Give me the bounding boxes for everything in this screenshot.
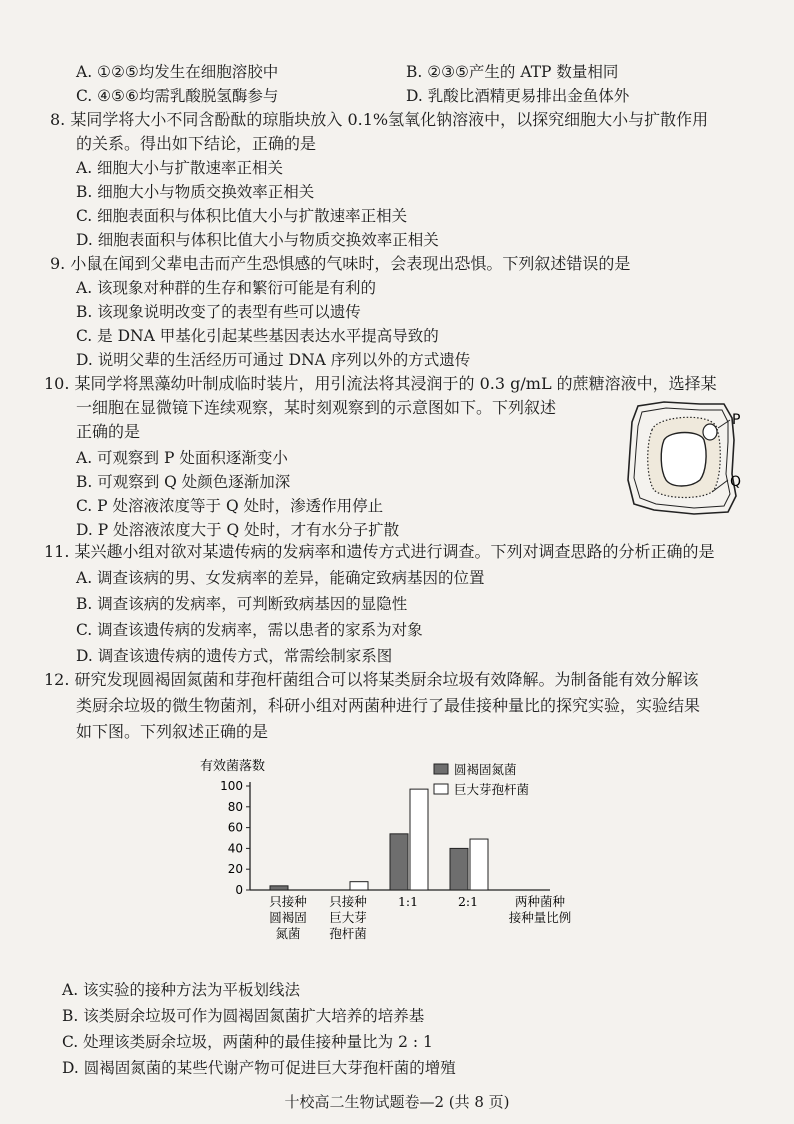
nucleus xyxy=(703,424,717,440)
chart-x-tick-label: 巨大芽 xyxy=(329,910,367,925)
q9-option-c: C. 是 DNA 甲基化引起某些基因表达水平提高导致的 xyxy=(76,327,439,345)
label-q: Q xyxy=(730,474,742,490)
q9-stem: 9. 小鼠在闻到父辈电击而产生恐惧感的气味时，会表现出恐惧。下列叙述错误的是 xyxy=(50,254,631,273)
chart-x-tick-label: 氮菌 xyxy=(275,926,301,941)
q9-option-b: B. 该现象说明改变了的表型有些可以遗传 xyxy=(76,303,361,321)
chart-y-tick-label: 60 xyxy=(227,820,243,835)
q9-option-a: A. 该现象对种群的生存和繁衍可能是有利的 xyxy=(76,279,377,297)
q12-option-a: A. 该实验的接种方法为平板划线法 xyxy=(62,981,301,999)
chart-x-axis-title: 两种菌种 xyxy=(514,894,566,909)
chart-x-tick-label: 圆褐固 xyxy=(269,910,307,925)
chart-bar xyxy=(470,839,488,890)
plasmolysis-cell-diagram xyxy=(624,400,744,518)
chart-legend-swatch xyxy=(434,784,448,794)
chart-bar xyxy=(270,886,288,890)
chart-bar xyxy=(410,789,428,890)
label-p: P xyxy=(732,412,741,428)
q10-stem-line2: 一细胞在显微镜下连续观察，某时刻观察到的示意图如下。下列叙述 xyxy=(76,398,557,417)
q11-option-b: B. 调查该病的发病率，可判断致病基因的显隐性 xyxy=(76,595,408,613)
chart-x-tick-label: 只接种 xyxy=(329,894,367,909)
q10-stem-line3: 正确的是 xyxy=(76,422,141,441)
q8-stem-line1: 8. 某同学将大小不同含酚酞的琼脂块放入 0.1%氢氧化钠溶液中，以探究细胞大小与扩散作用 xyxy=(50,110,709,129)
q11-option-c: C. 调查该遗传病的发病率，需以患者的家系为对象 xyxy=(76,621,423,639)
q12-option-c: C. 处理该类厨余垃圾，两菌种的最佳接种量比为 2 : 1 xyxy=(62,1033,433,1051)
chart-bar xyxy=(390,834,408,890)
q12-option-d: D. 圆褐固氮菌的某些代谢产物可促进巨大芽孢杆菌的增殖 xyxy=(62,1059,456,1077)
q11-option-a: A. 调查该病的男、女发病率的差异，能确定致病基因的位置 xyxy=(76,569,485,587)
chart-y-tick-label: 80 xyxy=(227,799,243,814)
q10-option-d: D. P 处溶液浓度大于 Q 处时，才有水分子扩散 xyxy=(76,521,400,539)
chart-x-tick-label: 1:1 xyxy=(397,894,419,909)
q8-option-d: D. 细胞表面积与体积比值大小与物质交换效率正相关 xyxy=(76,231,439,249)
q11-stem: 11. 某兴趣小组对欲对某遗传病的发病率和遗传方式进行调查。下列对调查思路的分析正确的是 xyxy=(44,542,715,561)
q12-stem-line3: 如下图。下列叙述正确的是 xyxy=(76,722,269,741)
q7-option-c: C. ④⑤⑥均需乳酸脱氢酶参与 xyxy=(76,87,279,105)
chart-x-tick-label: 只接种 xyxy=(269,894,307,909)
q7-option-d: D. 乳酸比酒精更易排出金鱼体外 xyxy=(406,87,630,105)
chart-svg xyxy=(200,752,600,952)
chart-y-tick-label: 20 xyxy=(227,862,243,877)
chart-x-tick-label: 2:1 xyxy=(457,894,479,909)
vacuole xyxy=(661,433,706,487)
chart-x-axis-title: 接种量比例 xyxy=(508,910,572,925)
chart-legend-swatch xyxy=(434,764,448,774)
q9-option-d: D. 说明父辈的生活经历可通过 DNA 序列以外的方式遗传 xyxy=(76,351,471,369)
q7-option-a: A. ①②⑤均发生在细胞溶胶中 xyxy=(76,63,279,81)
page-footer: 十校高二生物试题卷—2 (共 8 页) xyxy=(284,1093,510,1111)
chart-y-tick-label: 40 xyxy=(227,841,243,856)
q8-option-b: B. 细胞大小与物质交换效率正相关 xyxy=(76,183,315,201)
chart-x-tick-label: 孢杆菌 xyxy=(329,926,367,941)
chart-ylabel: 有效菌落数 xyxy=(200,759,266,774)
q12-option-b: B. 该类厨余垃圾可作为圆褐固氮菌扩大培养的培养基 xyxy=(62,1007,425,1025)
chart-y-tick-label: 0 xyxy=(235,883,243,897)
chart-y-tick-label: 100 xyxy=(220,779,243,793)
q12-stem-line2: 类厨余垃圾的微生物菌剂，科研小组对两菌种进行了最佳接种量比的探究实验，实验结果 xyxy=(76,696,701,715)
q10-option-a: A. 可观察到 P 处面积逐渐变小 xyxy=(76,449,288,467)
q10-option-b: B. 可观察到 Q 处颜色逐渐加深 xyxy=(76,473,291,491)
chart-bar xyxy=(350,882,368,890)
q12-bar-chart xyxy=(200,752,600,952)
q12-stem-line1: 12. 研究发现圆褐固氮菌和芽孢杆菌组合可以将某类厨余垃圾有效降解。为制备能有效分解该 xyxy=(44,670,699,689)
q8-option-c: C. 细胞表面积与体积比值大小与扩散速率正相关 xyxy=(76,207,408,225)
q8-stem-line2: 的关系。得出如下结论，正确的是 xyxy=(76,134,317,153)
chart-legend-label: 圆褐固氮菌 xyxy=(454,762,517,777)
chart-legend-label: 巨大芽孢杆菌 xyxy=(454,782,530,797)
q11-option-d: D. 调查该遗传病的遗传方式，常需绘制家系图 xyxy=(76,647,393,665)
q7-option-b: B. ②③⑤产生的 ATP 数量相同 xyxy=(406,63,619,81)
q8-option-a: A. 细胞大小与扩散速率正相关 xyxy=(76,159,284,177)
q10-stem-line1: 10. 某同学将黑藻幼叶制成临时装片，用引流法将其浸润于的 0.3 g/mL 的蔗糖溶液中，选择某 xyxy=(44,374,717,393)
chart-bar xyxy=(450,848,468,890)
q10-option-c: C. P 处溶液浓度等于 Q 处时，渗透作用停止 xyxy=(76,497,384,515)
